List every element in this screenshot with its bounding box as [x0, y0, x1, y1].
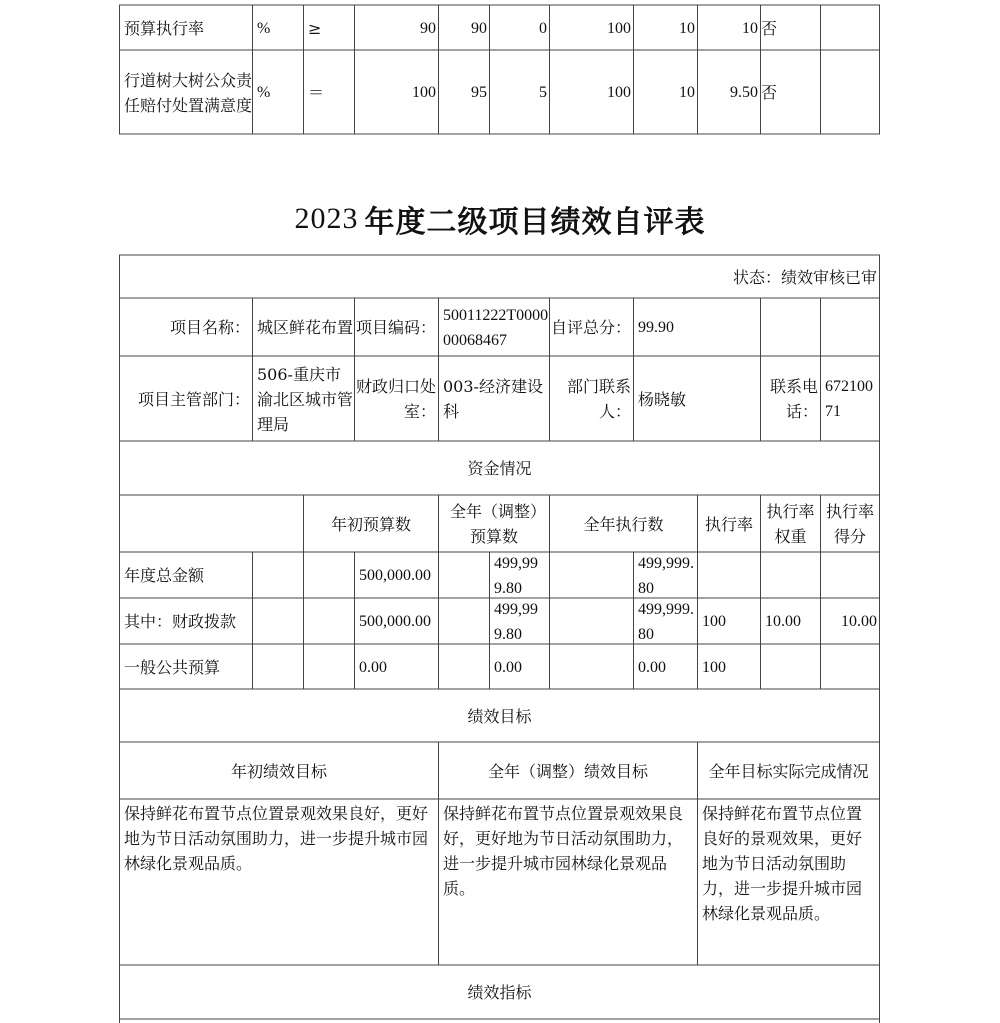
funds-row-score: 10.00 — [841, 613, 877, 630]
funds-header-rate: 执行率 — [704, 514, 753, 534]
funds-row-score — [821, 645, 879, 689]
title-year: 2023 — [294, 202, 359, 235]
funds-row-initial: 0.00 — [359, 658, 387, 676]
indicator-weight: 10 — [679, 19, 695, 37]
indicator-target: 90 — [420, 19, 436, 37]
indicator-operator: ≥ — [308, 18, 322, 38]
indicator-full-score: 100 — [607, 19, 631, 37]
contact-value: 杨晓敏 — [638, 389, 687, 409]
indicator-name: 行道树大树公众责任赔付处置满意度 — [124, 70, 252, 115]
funds-row-weight — [761, 645, 820, 689]
indicator-score: 10 — [742, 19, 758, 37]
funds-row-weight — [761, 553, 820, 598]
funds-row-adjusted: 0.00 — [494, 658, 522, 676]
self-score-value: 99.90 — [638, 319, 674, 336]
indicator-name: 预算执行率 — [124, 18, 205, 38]
phone-label: 联系电话： — [769, 377, 818, 421]
funds-row-executed: 0.00 — [638, 658, 666, 676]
funds-row-label: 其中：财政拨款 — [124, 612, 237, 631]
goals-initial-text: 保持鲜花布置节点位置景观效果良好，更好地为节日活动氛围助力，进一步提升城市园林绿化景观品质。 — [124, 804, 429, 873]
funds-section-heading: 资金情况 — [467, 459, 532, 478]
goals-section-heading: 绩效目标 — [467, 706, 532, 726]
self-score-label: 自评总分： — [550, 318, 631, 337]
contact-label: 部门联系人： — [566, 377, 631, 421]
title-text: 年度二级项目绩效自评表 — [364, 205, 706, 240]
indicator-diff: 5 — [539, 84, 547, 101]
indicator-target: 100 — [412, 84, 436, 101]
funds-row-adjusted: 499,999.80 — [494, 600, 538, 643]
indicator-diff: 0 — [539, 19, 547, 37]
funds-row-adjusted: 499,999.80 — [494, 554, 538, 597]
indicator-operator: ＝ — [308, 83, 325, 102]
status-badge: 状态：绩效审核已审 — [732, 267, 877, 287]
funds-row-weight: 10.00 — [765, 613, 801, 630]
funds-header-score: 执行率得分 — [825, 502, 874, 546]
funds-header-adjusted: 全年（调整）预算数 — [449, 502, 538, 546]
page-title — [0, 197, 1000, 241]
funds-row-label: 年度总金额 — [124, 566, 205, 585]
goals-header-initial: 年初绩效目标 — [230, 761, 327, 781]
indicator-score: 9.50 — [730, 84, 758, 101]
funds-row-executed: 499,999.80 — [638, 554, 694, 597]
dept-value: 506-重庆市渝北区城市管理局 — [257, 364, 354, 434]
finance-label: 财政归口处室： — [355, 377, 436, 421]
goals-actual-text: 保持鲜花布置节点位置良好的景观效果，更好地为节日活动氛围助力，进一步提升城市园林绿化景观品质。 — [702, 804, 863, 923]
indicator-correction: 否 — [761, 18, 778, 38]
funds-row-executed: 499,999.80 — [638, 600, 694, 643]
funds-header-initial: 年初预算数 — [330, 514, 411, 534]
indicator-unit: % — [257, 84, 271, 101]
funds-header-weight: 执行率权重 — [766, 502, 815, 546]
indicator-unit: % — [257, 19, 271, 37]
project-name-value: 城区鲜花布置 — [257, 318, 354, 337]
project-name-label: 项目名称： — [169, 318, 250, 337]
funds-row-label: 一般公共预算 — [124, 657, 221, 677]
indicator-correction: 否 — [761, 83, 778, 102]
finance-value: 003-经济建设科 — [443, 377, 543, 421]
indicator-actual: 95 — [471, 84, 487, 101]
funds-row-score — [821, 553, 879, 598]
funds-row-rate — [698, 553, 760, 598]
funds-row-initial: 500,000.00 — [359, 567, 431, 584]
funds-row-rate: 100 — [702, 613, 726, 630]
indicator-full-score: 100 — [607, 84, 631, 101]
goals-header-adjusted: 全年（调整）绩效目标 — [487, 761, 648, 781]
funds-row-initial: 500,000.00 — [359, 613, 431, 630]
funds-header-executed: 全年执行数 — [583, 514, 664, 534]
indicator-weight: 10 — [679, 84, 695, 101]
goals-adjusted-text: 保持鲜花布置节点位置景观效果良好，更好地为节日活动氛围助力，进一步提升城市园林绿化景观品质。 — [443, 804, 684, 898]
dept-label: 项目主管部门： — [137, 389, 250, 409]
indicator-actual: 90 — [471, 19, 487, 37]
indicators-section-heading: 绩效指标 — [467, 983, 532, 1002]
project-code-value: 50011222T000000068467 — [443, 306, 549, 349]
funds-row-rate: 100 — [702, 658, 726, 676]
goals-header-actual: 全年目标实际完成情况 — [708, 761, 869, 781]
phone-value: 67210071 — [825, 378, 873, 420]
project-code-label: 项目编码： — [355, 318, 436, 337]
